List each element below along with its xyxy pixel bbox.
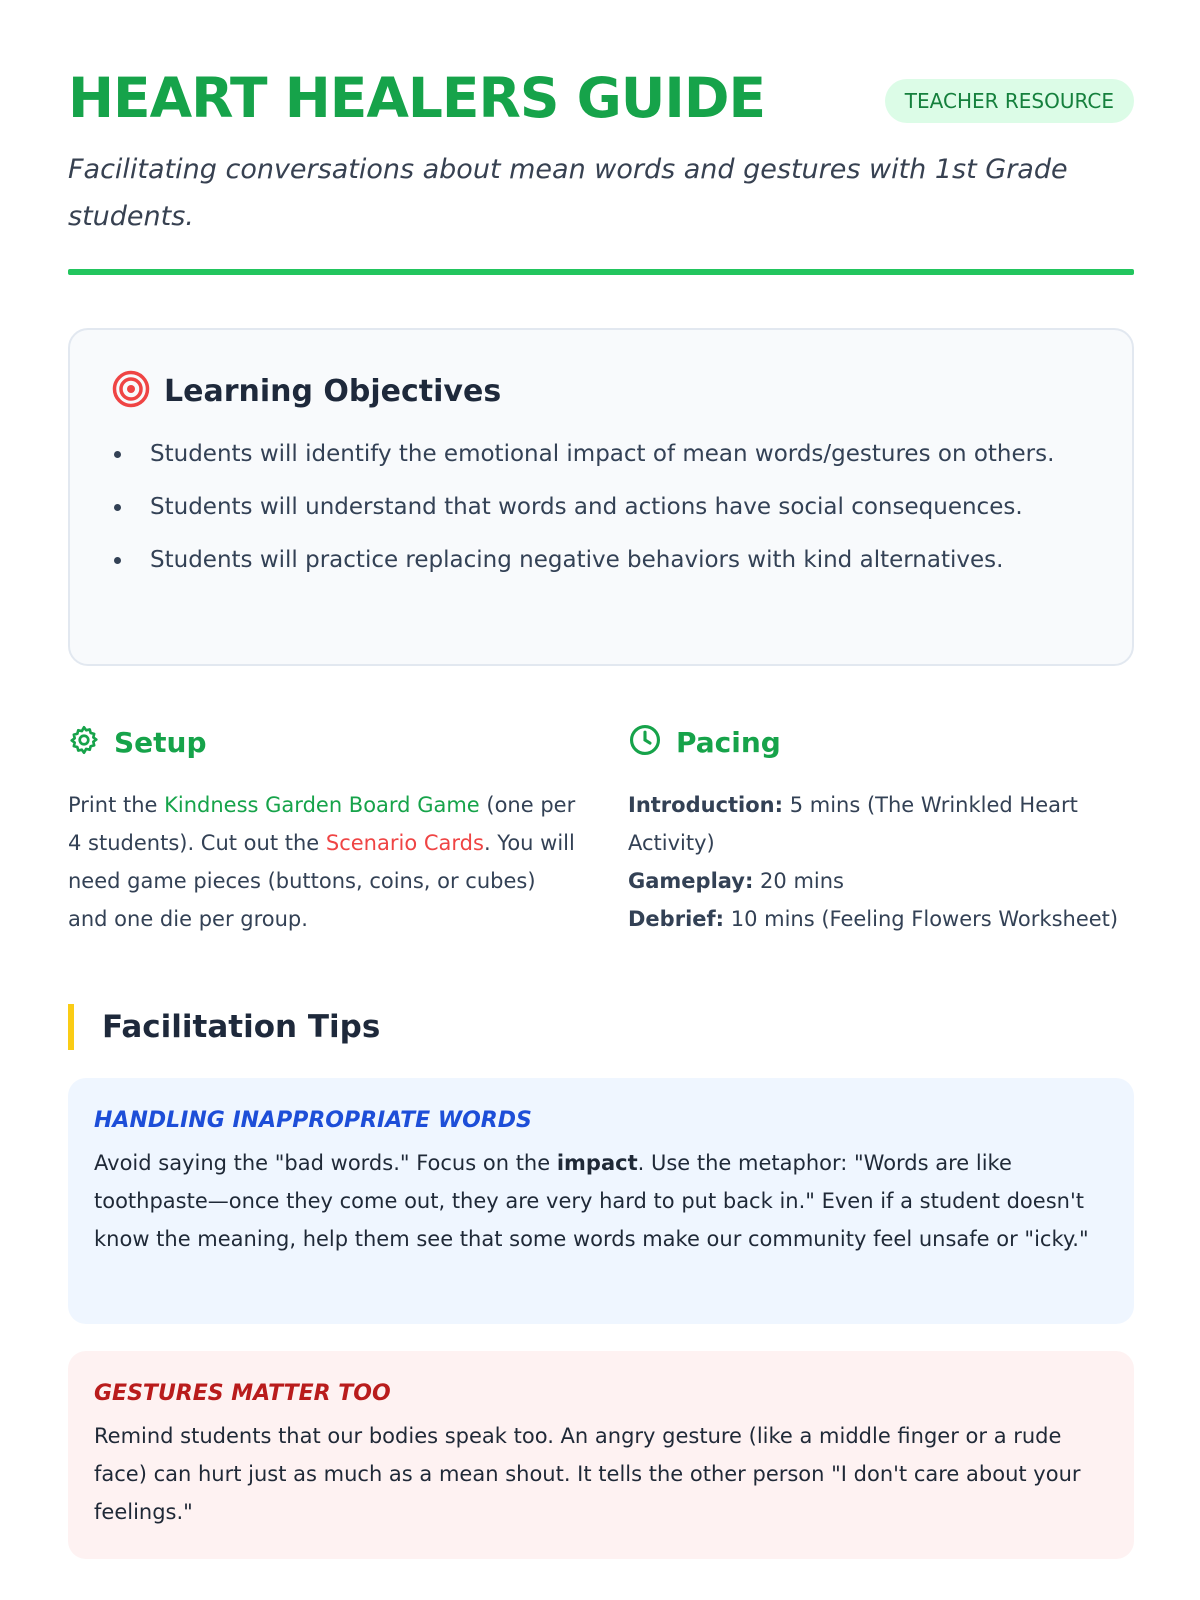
header-divider [68, 269, 1134, 275]
pacing-section [628, 722, 1138, 938]
board-game-highlight: Kindness Garden Board Game [164, 793, 480, 817]
objective-item: Students will practice replacing negative behaviors with kind alternatives. [112, 540, 1090, 580]
objectives-header [112, 370, 1090, 412]
facilitation-tips-heading: Facilitation Tips [102, 1009, 381, 1045]
pacing-row-gameplay: Gameplay: 20 mins [628, 869, 844, 893]
pacing-row-debrief: Debrief: 10 mins (Feeling Flowers Worksheet) [628, 907, 1119, 931]
pacing-row-introduction: Introduction: 5 mins (The Wrinkled Heart Activity) [628, 793, 1078, 855]
tip-body: Remind students that our bodies speak too. An angry gesture (like a middle finger or a rude face) can hurt just as much as a mean shout. It tells the other person "I don't care about your feelings." [94, 1424, 1081, 1524]
setup-section [68, 722, 578, 938]
tip-inappropriate-words [68, 1078, 1134, 1324]
page-title: HEART HEALERS GUIDE [68, 66, 766, 130]
learning-objectives-card [68, 328, 1134, 666]
clock-icon [628, 723, 662, 761]
tip-title: HANDLING INAPPROPRIATE WORDS [94, 1108, 532, 1133]
tip-title: GESTURES MATTER TOO [94, 1381, 391, 1406]
gear-icon [68, 724, 100, 760]
objective-item: Students will identify the emotional impact of mean words/gestures on others. [112, 434, 1090, 474]
facilitation-tips-header [68, 1004, 380, 1050]
setup-heading: Setup [114, 725, 207, 759]
pacing-heading: Pacing [676, 725, 781, 759]
objective-item: Students will understand that words and actions have social consequences. [112, 487, 1090, 527]
page-subtitle: Facilitating conversations about mean words and gestures with 1st Grade students. [68, 154, 1068, 232]
pacing-header [628, 722, 1138, 762]
target-icon [112, 370, 150, 412]
tip-body: Avoid saying the "bad words." Focus on the impact. Use the metaphor: "Words are like toothpaste—once they come out, they are very hard to put back in." Even if a student doesn't know the meaning, help them see that some words make our community feel unsafe or "icky." [94, 1151, 1089, 1251]
tip-gestures [68, 1351, 1134, 1559]
header [68, 60, 1134, 240]
setup-header [68, 722, 578, 762]
setup-text: Print the Kindness Garden Board Game (one per 4 students). Cut out the Scenario Cards. You will need game pieces (buttons, coins, or cubes) and one die per group. [68, 793, 576, 931]
objectives-list [112, 434, 1090, 580]
objectives-heading: Learning Objectives [164, 373, 502, 409]
scenario-cards-highlight: Scenario Cards [325, 831, 484, 855]
teacher-resource-badge: TEACHER RESOURCE [885, 79, 1134, 123]
